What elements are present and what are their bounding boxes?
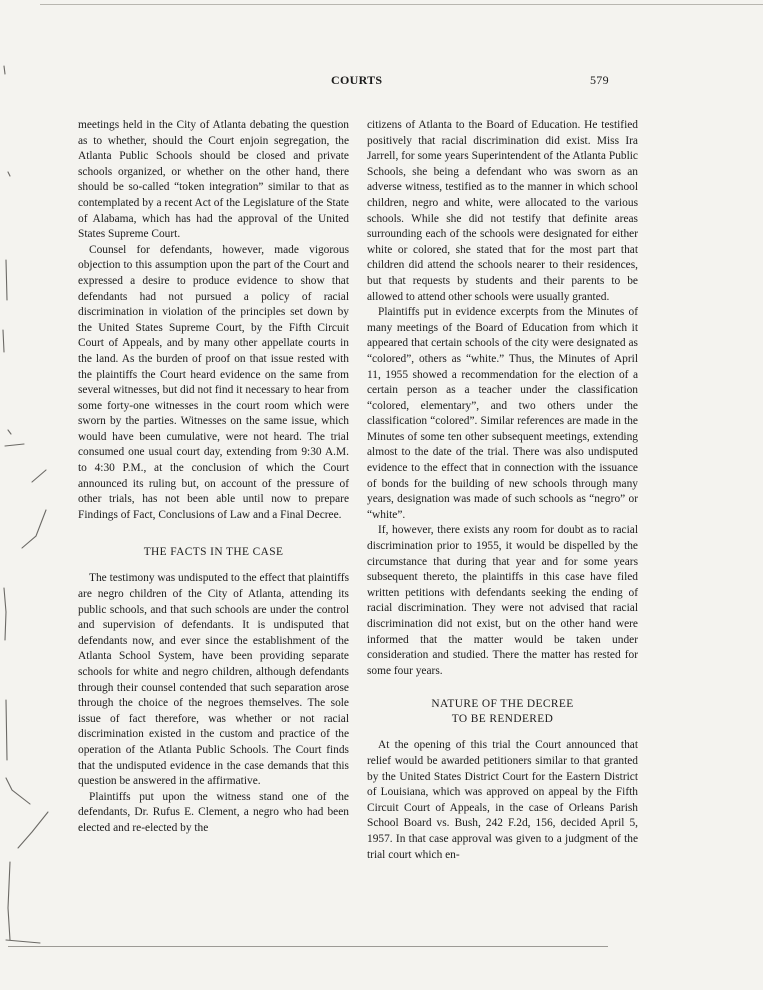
page-header bbox=[0, 73, 763, 89]
decree-heading-line-2: TO BE RENDERED bbox=[451, 713, 554, 726]
decree-heading-line-1: NATURE OF THE DECREE bbox=[431, 698, 574, 711]
right-paragraph-4: At the opening of this trial the Court announced that relief would be awarded petitioners similar to that granted by the United States District Court for the Eastern District of Louisiana, which was approved on appeal by the Fifth Circuit Court of Appeals, in the case of Orleans Parish School Board vs. Bush, 242 F.2d, 156, decided April 5, 1957. In that case approval was given to a judgment of the trial court which en- bbox=[367, 739, 638, 861]
right-paragraph-1: citizens of Atlanta to the Board of Education. He testified positively that racial discrimination did exist. Miss Ira Jarrell, for some years Superintendent of the Atlanta Public Schools, she being a defendant who was sworn as an adverse witness, testified as to the manner in which school children, negro and white, were allocated to the various schools. While she did not testify that definite areas surrounding each of the schools were designated for either white or colored, she stated that for the most part that children did attend the schools nearer to their residences, but that requests by students and their parents to be allowed to attend other schools were usually granted. bbox=[367, 119, 638, 303]
top-scan-rule bbox=[40, 4, 763, 5]
right-column bbox=[367, 118, 638, 863]
running-title: COURTS bbox=[331, 73, 383, 87]
page-number: 579 bbox=[590, 73, 609, 87]
margin-scan-marks bbox=[0, 0, 60, 990]
right-paragraph-3: If, however, there exists any room for doubt as to racial discrimination prior to 1955, it would be dispelled by the circumstance that during that year and for some years subsequent thereto, the plaintiffs in this case have filed written petitions with defendants seeking the ending of racial discrimination. They were not advised that racial discrimination did not exist, but on the other hand were informed that the matter would be taken under consideration and studied. There the matter has rested for some four years. bbox=[367, 524, 638, 677]
left-paragraph-4: Plaintiffs put upon the witness stand one of the defendants, Dr. Rufus E. Clement, a negro who had been elected and re-elected by the bbox=[78, 790, 349, 834]
left-paragraph-3: The testimony was undisputed to the effect that plaintiffs are negro children of the City of Atlanta, attending its public schools, and that such schools are under the control and supervision of defendants. It is undisputed that defendants now, and ever since the establishment of the Atlanta School System, have been providing separate schools for white and negro children, although defendants through their counsel contended that such separation arose through the choice of the negroes themselves. The sole issue of fact therefore, was whether or not racial discrimination existed in the custom and practice of the operation of the Atlanta Public Schools. The Court finds that the undisputed evidence in the case demands that this question be answered in the affirmative. bbox=[78, 572, 349, 788]
section-heading-facts: THE FACTS IN THE CASE bbox=[143, 546, 284, 559]
left-column bbox=[78, 118, 349, 837]
left-paragraph-2: Counsel for defendants, however, made vigorous objection to this assumption upon the part of the Court and expressed a desire to produce evidence to show that defendants had not pursued a policy of racial discrimination in violation of the principles set down by the United States Supreme Court, by the Fifth Circuit Court of Appeals, and by many other appellate courts in the land. As the burden of proof on that issue rested with the plaintiffs the Court heard evidence on the same from several witnesses, but did not find it necessary to hear from some forty-one witnesses in the court room which were sworn by the parties. Witnesses on the same issue, which would have been cumulative, were not heard. The trial consumed one usual court day, extending from 9:30 A.M. to 4:30 P.M., at the conclusion of which the Court announced its ruling but, on account of the pressure of other trials, has not been able until now to prepare Findings of Fact, Conclusions of Law and a Final Decree. bbox=[78, 243, 349, 521]
section-heading-decree bbox=[367, 697, 638, 727]
right-paragraph-2: Plaintiffs put in evidence excerpts from the Minutes of many meetings of the Board of Education from which it appeared that certain schools of the city were designated as “colored”, others as “white.” Thus, the Minutes of April 11, 1955 showed a recommendation for the election of a certain person as a teacher under the classification “colored, elementary”, and two others under the classification “colored”. Similar references are made in the Minutes of some ten other subsequent meetings, extending almost to the date of the trial. There was also undisputed evidence to the effect that in connection with the issuance of bonds for the building of new schools through many years, designation was made of such schools as “negro” or “white”. bbox=[367, 306, 638, 521]
left-paragraph-1: meetings held in the City of Atlanta debating the question as to whether, should the Court enjoin segregation, the Atlanta Public Schools should be closed and private schools organized, or whether on the other hand, there should be so-called “token integration” similar to that as contemplated by a recent Act of the Legislature of the State of Alabama, which has had the approval of the United States Supreme Court. bbox=[78, 119, 349, 241]
bottom-scan-rule bbox=[8, 946, 608, 947]
